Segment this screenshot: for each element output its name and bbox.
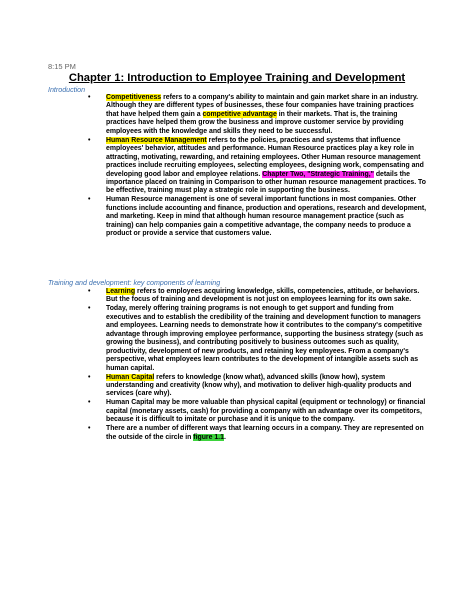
bullet-icon: • — [88, 288, 91, 295]
list-item — [48, 94, 428, 136]
training-bullet-list — [48, 288, 428, 443]
term-highlight: Competitiveness — [106, 94, 162, 101]
bullet-icon: • — [88, 373, 91, 381]
text-highlight: figure 1.1 — [193, 433, 224, 441]
bullet-icon: • — [88, 399, 91, 407]
bullet-text: refers to a company's ability to maintain and gain market share in an industry. Although they are different types of businesses, these four companies have training practices that have helped them gain a — [106, 94, 419, 118]
text-highlight: competitive advantage — [202, 110, 277, 118]
list-item — [48, 288, 428, 305]
bullet-text: refers to knowledge (know what), advanced skills (know how), system understanding and creativity (know why), and motivation to deliver high-quality products and services (care why). — [106, 373, 412, 398]
list-item — [48, 137, 428, 196]
term-highlight: Human Capital — [106, 373, 155, 381]
timestamp: 8:15 PM — [48, 62, 76, 71]
bullet-icon: • — [88, 305, 91, 313]
bullet-text: refers to employees acquiring knowledge, skills, competencies, attitude, or behaviors. But the focus of training and development is not just on employees learning for its own sake. — [106, 288, 420, 304]
bullet-icon: • — [88, 425, 91, 433]
list-item — [48, 305, 428, 373]
section-heading-introduction: Introduction — [48, 86, 86, 94]
list-item — [48, 374, 428, 399]
bullet-text: details the importance placed on training in Comparison to other human resource management practices. To be effective, training must play a strategic role in supporting the business. — [106, 170, 426, 195]
bullet-icon: • — [88, 136, 91, 144]
bullet-text: There are a number of different ways that learning occurs in a company. They are represented on the outside of the circle in — [106, 425, 424, 441]
bullet-text: Human Capital may be more valuable than physical capital (equipment or technology) or financial capital (monetary assets, cash) for providing a company with an advantage over its competitors, because it is difficult to imitate or purchase and it is unique to the company. — [106, 399, 426, 424]
term-highlight: Human Resource Management — [106, 136, 207, 144]
bullet-text: in their markets. That is, the training practices have helped them grow the business and improve customer service by providing employees with the knowledge and skills they need to be successful. — [106, 110, 404, 135]
bullet-text: Today, merely offering training programs is not enough to get support and funding from executives and to establish the credibility of the training and development function to managers and employees. Learning needs to demonstrate how it contributes to the company's competitive advantage through improving employee performance, supporting the business strategy (such as growing the business), and contributing positively to business outcomes such as quality, productivity, development of new products, and retaining key employees. From a company's perspective, what employees learn contributes to the development of intangible assets such as human capital. — [106, 305, 424, 372]
bullet-text: . — [223, 433, 226, 441]
list-item — [48, 399, 428, 424]
text-highlight: Chapter Two, "Strategic Training," — [262, 170, 374, 178]
section-heading-training: Training and development: key components of learning — [48, 279, 221, 287]
term-highlight: Learning — [106, 288, 136, 295]
list-item — [48, 425, 428, 442]
bullet-icon: • — [88, 196, 91, 204]
bullet-icon: • — [88, 94, 91, 101]
introduction-bullet-list — [48, 94, 428, 239]
list-item — [48, 196, 428, 238]
page-title: Chapter 1: Introduction to Employee Training and Development — [68, 72, 406, 84]
bullet-text: refers to the policies, practices and systems that influence employees' behavior, attitudes and performance. Human Resource practices play a key role in attracting, motivating, rewarding, and retaining employees. Other Human resource management practices include recruiting employees, selecting employees, designing work, compensating and developing good labor and employee relations. — [106, 136, 424, 178]
bullet-text: Human Resource management is one of several important functions in most companies. Other functions include accounting and finance, production and operations, research and development, and marketing. Keep in mind that although human resource management practice (such as training) can help companies gain a competitive advantage, the company needs to produce a product or provide a service that customers value. — [106, 196, 427, 238]
